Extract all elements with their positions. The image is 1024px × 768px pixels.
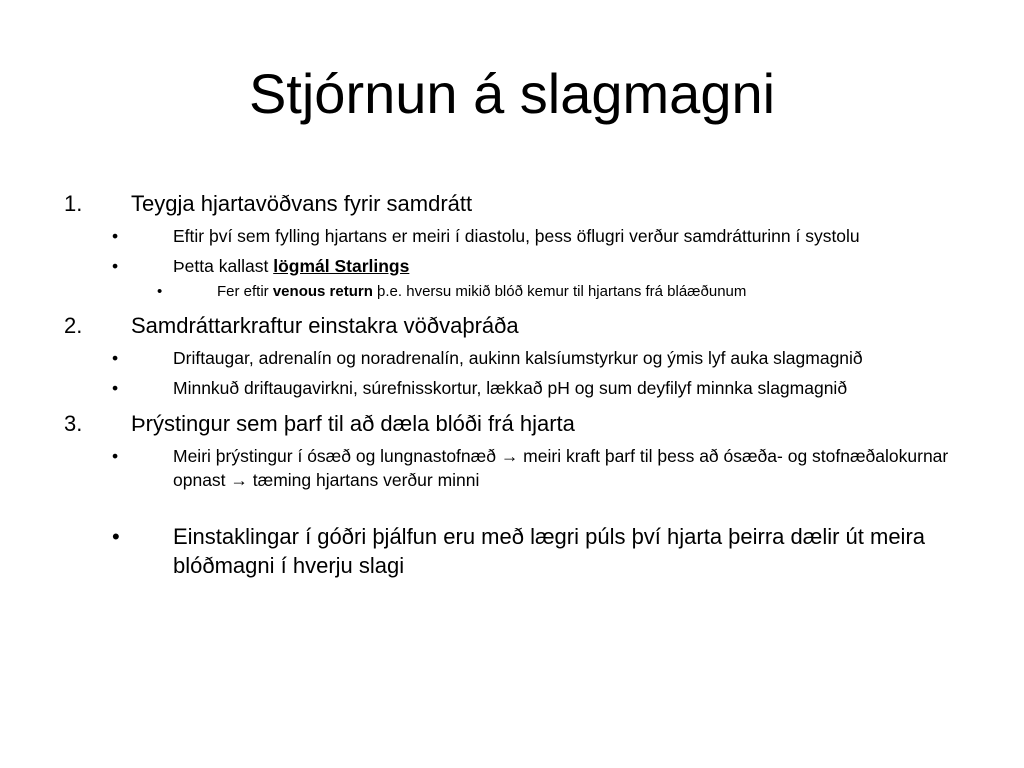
bullet-icon: • [112,226,119,246]
bullet-icon: • [112,524,120,549]
bullet-text-part-3: tæming hjartans verður minni [247,470,480,490]
bullet-icon: • [112,348,119,368]
final-bullet [0,522,1024,580]
section-1-bullet-1 [0,224,1024,248]
sub-bullet-text [217,282,1024,302]
bullet-text-part-2: meiri kraft þarf til þess að ósæða- og stofnæðalokurnar opnast [173,446,949,490]
sub-bullet-suffix: þ.e. hversu mikið blóð kemur til hjartans frá bláæðunum [372,283,747,300]
bullet-text: Driftaugar, adrenalín og noradrenalín, aukinn kalsíumstyrkur og ýmis lyf auka slagmagnið [173,348,863,368]
section-3-bullet-1 [0,444,1024,492]
bullet-text-part-1: Meiri þrýstingur í ósæð og lungnastofnæð [173,446,501,466]
right-arrow-icon: → [500,446,519,466]
section-1-sub-bullet [0,282,1024,302]
section-number: 1. [64,191,83,216]
bullet-icon: • [112,378,119,398]
bullet-text [173,254,964,278]
section-2-bullet-2 [0,376,1024,400]
section-2-heading [0,312,1024,340]
right-arrow-icon: → [230,470,248,490]
section-number: 3. [64,411,83,436]
bullet-icon: • [157,283,163,300]
section-1-bullet-2 [0,254,1024,278]
section-heading-text: Samdráttarkraftur einstakra vöðvaþráða [131,313,519,338]
bullet-icon: • [112,446,119,466]
section-1-heading [0,190,1024,218]
slide-title: Stjórnun á slagmagni [248,62,776,125]
bullet-icon: • [112,256,119,276]
sub-bullet-prefix: Fer eftir [217,283,273,300]
section-number: 2. [64,313,83,338]
section-3-heading [0,410,1024,438]
section-heading-text: Teygja hjartavöðvans fyrir samdrátt [131,191,473,216]
section-2-bullet-1 [0,346,1024,370]
section-heading-text: Þrýstingur sem þarf til að dæla blóði frá hjarta [131,411,575,436]
starling-law-term: lögmál Starlings [273,256,410,276]
final-bullet-text: Einstaklingar í góðri þjálfun eru með lægri púls því hjarta þeirra dælir út meira blóðmagni í hverju slagi [173,524,926,578]
bullet-text: Minnkuð driftaugavirkni, súrefnisskortur, lækkað pH og sum deyfilyf minnka slagmagnið [173,378,848,398]
slide-content [0,180,1024,580]
venous-return-term: venous return [272,283,373,300]
bullet-text [173,444,964,492]
bullet-text-prefix: Þetta kallast [173,256,274,276]
bullet-text: Eftir því sem fylling hjartans er meiri í diastolu, þess öflugri verður samdrátturinn í systolu [173,226,860,246]
